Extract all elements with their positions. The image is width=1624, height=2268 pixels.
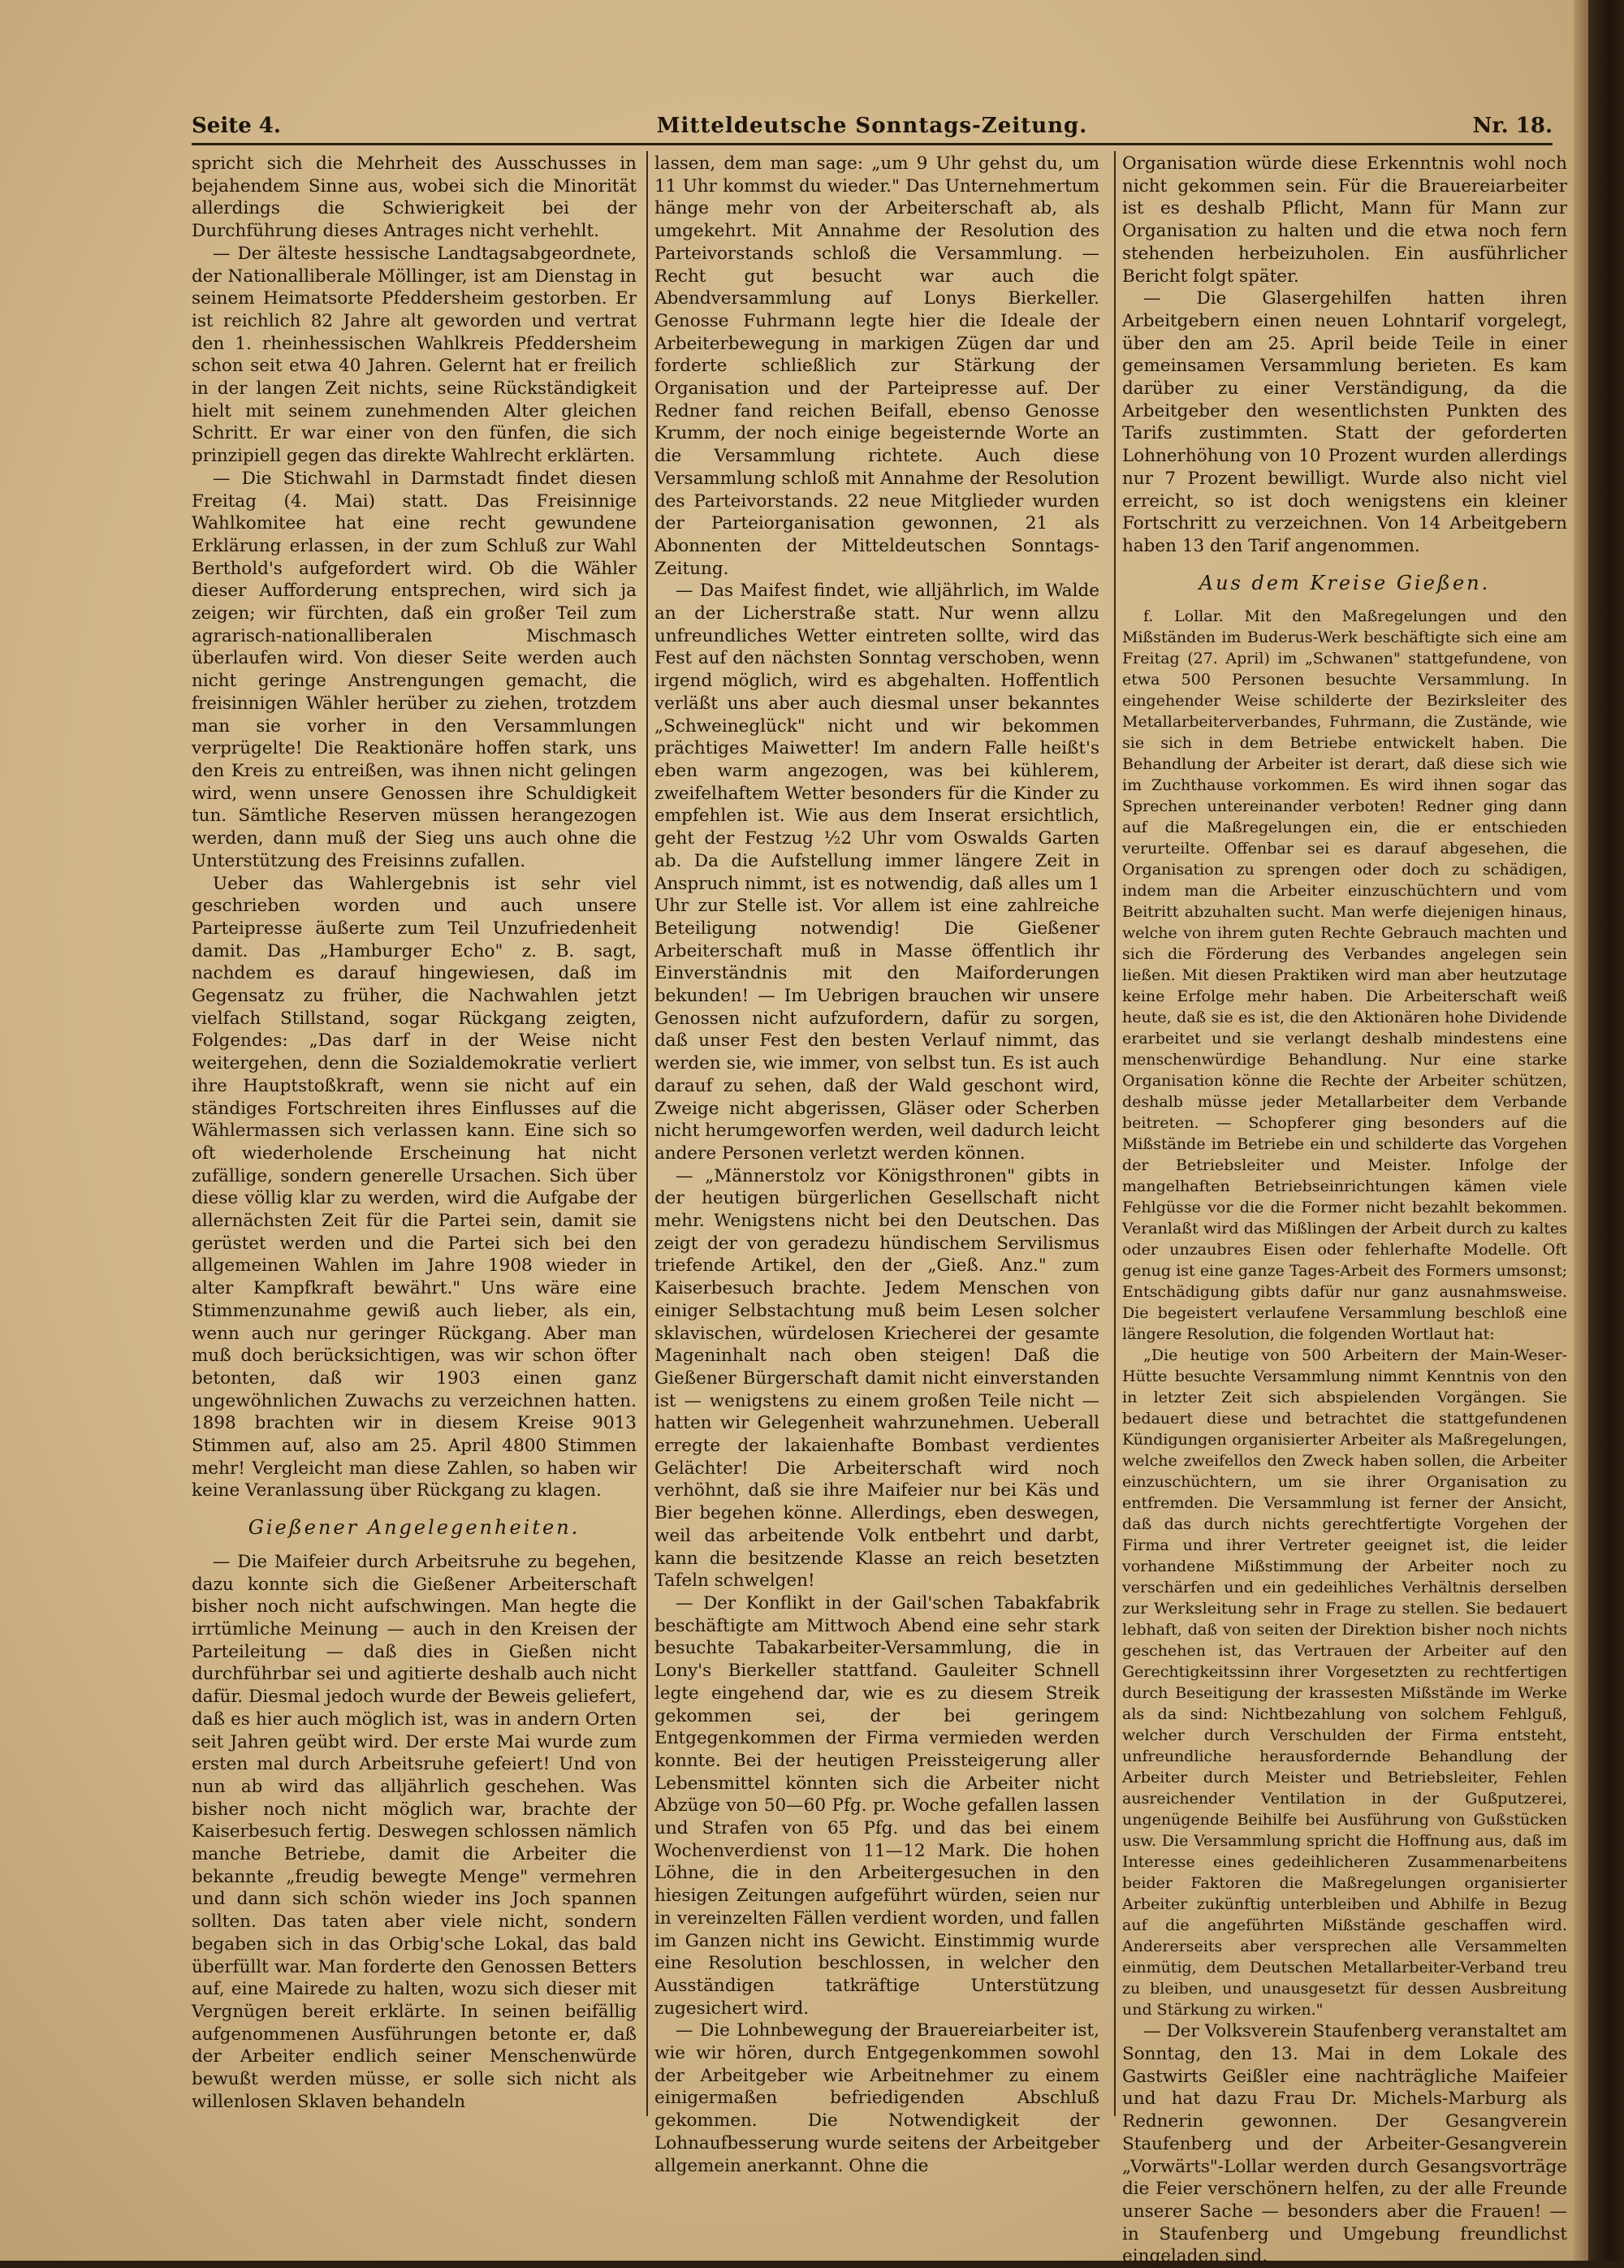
article-paragraph: — Der Volksverein Staufenberg veranstaltet am Sonntag, den 13. Mai in dem Lokale des Gastwirts Geißler eine nachträgliche Maifeier und hat dazu Frau Dr. Michels-Marburg als Rednerin gewonnen. Der Gesangverein Staufenberg und der Arbeiter-Gesangverein „Vorwärts"-Lollar werden durch Gesangsvorträge die Feier verschönern helfen, zu der alle Freunde unserer Sache — besonders aber die Frauen! — in Staufenberg und Umgebung freundlichst eingeladen sind. bbox=[1122, 2021, 1567, 2267]
page-number: Seite 4. bbox=[192, 114, 281, 138]
page-edge bbox=[1574, 0, 1588, 2261]
article-paragraph: f. Lollar. Mit den Maßregelungen und den Mißständen im Buderus-Werk beschäftigte sich eine am Freitag (27. April) im „Schwanen" stattgefundene, von etwa 500 Personen besuchte Versammlung. In eingehender Weise schilderte der Bezirksleiter des Metallarbeiterverbandes, Fuhrmann, die Zustände, wie sie sich in dem Betriebe entwickelt haben. Die Behandlung der Arbeiter ist derart, daß diese sich wie im Zuchthause vorkommen. Es wird ihnen sogar das Sprechen untereinander verboten! Redner ging dann auf die Maßregelungen ein, die er entschieden verurteilte. Offenbar sei es darauf abgesehen, die Organisation zu sprengen oder doch zu schädigen, indem man die Arbeiter einzuschüchtern und vom Beitritt abzuhalten sucht. Man werfe diejenigen hinaus, welche von ihrem guten Rechte Gebrauch machten und sich die Förderung des Verbandes angelegen sein ließen. Mit diesen Praktiken wird man aber heutzutage keine Erfolge mehr haben. Die Arbeiterschaft weiß heute, daß sie es ist, die den Aktionären hohe Dividende erarbeitet und sie verlangt deshalb mindestens eine menschenwürdige Behandlung. Nur eine starke Organisation könne die Rechte der Arbeiter schützen, deshalb müsse jeder Metallarbeiter dem Verbande beitreten. — Schopferer ging besonders auf die Mißstände im Betriebe ein und schilderte das Vorgehen der Betriebsleiter und Meister. Infolge der mangelhaften Betriebseinrichtungen kämen viele Fehlgüsse vor die die Former nicht bezahlt bekommen. Veranlaßt wird das Mißlingen der Arbeit durch zu kaltes oder unzaubres Eisen oder fehlerhafte Modelle. Oft genug ist eine ganze Tages-Arbeit des Formers umsonst; Entschädigung gibts dafür nur ganz ausnahmsweise. Die begeistert verlaufene Versammlung beschloß eine längere Resolution, die folgenden Wortlaut hat: bbox=[1122, 607, 1567, 1344]
article-paragraph: lassen, dem man sage: „um 9 Uhr gehst du, um 11 Uhr kommst du wieder." Das Unternehmertum hänge mehr von der Arbeiterschaft ab, als umgekehrt. Mit Annahme der Resolution des Parteivorstands schloß die Versammlung. — Recht gut besucht war auch die Abendversammlung auf Lonys Bierkeller. Genosse Fuhrmann legte hier die Ideale der Arbeiterbewegung in markigen Zügen dar und forderte schließlich zur Stärkung der Organisation und der Parteipresse auf. Der Redner fand reichen Beifall, ebenso Genosse Krumm, der noch einige begeisternde Worte an die Versammlung richtete. Auch diese Versammlung schloß mit Annahme der Resolution des Parteivorstands. 22 neue Mitglieder wurden der Parteiorganisation gewonnen, 21 als Abonnenten der Mitteldeutschen Sonntags-Zeitung. bbox=[654, 153, 1099, 579]
section-heading: Gießener Angelegenheiten. bbox=[248, 1516, 581, 1540]
column-2 bbox=[654, 153, 1099, 2176]
article-paragraph: Ueber das Wahlergebnis ist sehr viel geschrieben worden und auch unsere Parteipresse äußerte zum Teil Unzufriedenheit damit. Das „Hamburger Echo" z. B. sagt, nachdem es darauf hingewiesen, daß im Gegensatz zu früher, die Nachwahlen jetzt vielfach Stillstand, sogar Rückgang zeigten, Folgendes: „Das darf in der Weise nicht weitergehen, denn die Sozialdemokratie verliert ihre Hauptstoßkraft, wenn sie nicht auf ein ständiges Fortschreiten ihres Einflusses auf die Wählermassen sich verlassen kann. Eine sich so oft wiederholende Erscheinung hat nicht zufällige, sondern generelle Ursachen. Sich über diese völlig klar zu werden, wird die Aufgabe der allernächsten Zeit für die Partei sein, damit sie gerüstet werden und die Partei sich bei den allgemeinen Wahlen im Jahre 1908 wieder in alter Kampfkraft bewährt." Uns wäre eine Stimmenzunahme gewiß auch lieber, als ein, wenn auch nur geringer Rückgang. Aber man muß doch berücksichtigen, was wir schon öfter betonten, daß wir 1903 einen ganz ungewöhnlichen Zuwachs zu verzeichnen hatten. 1898 brachten wir in diesem Kreise 9013 Stimmen auf, also am 25. April 4800 Stimmen mehr! Vergleicht man diese Zahlen, so haben wir keine Veranlassung über Rückgang zu klagen. bbox=[192, 873, 637, 1501]
article-paragraph: Organisation würde diese Erkenntnis wohl noch nicht gekommen sein. Für die Brauereiarbeiter ist es deshalb Pflicht, Mann für Mann zur Organisation zu halten und die etwa noch fern stehenden herbeizuholen. Ein ausführlicher Bericht folgt später. bbox=[1122, 153, 1567, 287]
article-paragraph: — Der älteste hessische Landtagsabgeordnete, der Nationalliberale Möllinger, ist am Dienstag in seinem Heimatsorte Pfeddersheim gestorben. Er ist reichlich 82 Jahre alt geworden und vertrat den 1. rheinhessischen Wahlkreis Pfeddersheim schon seit etwa 40 Jahren. Gelernt hat er freilich in der langen Zeit nichts, seine Rückständigkeit hielt mit seinem zunehmenden Alter gleichen Schritt. Er war einer von den fünfen, die sich prinzipiell gegen das direkte Wahlrecht erklärten. bbox=[192, 243, 637, 467]
article-paragraph: — Das Maifest findet, wie alljährlich, im Walde an der Licherstraße statt. Nur wenn allzu unfreundliches Wetter eintreten sollte, wird das Fest auf den nächsten Sonntag verschoben, wenn irgend möglich, wird es abgehalten. Hoffentlich verläßt uns aber auch diesmal unser bekanntes „Schweineglück" nicht und wir bekommen prächtiges Maiwetter! Im andern Falle heißt's eben warm angezogen, was bei kühlerem, zweifelhaftem Wetter besonders für die Kinder zu empfehlen ist. Wie aus dem Inserat ersichtlich, geht der Festzug ½2 Uhr vom Oswalds Garten ab. Da die Aufstellung immer längere Zeit in Anspruch nimmt, ist es notwendig, daß alles um 1 Uhr zur Stelle ist. Vor allem ist eine zahlreiche Beteiligung notwendig! Die Gießener Arbeiterschaft muß in Masse öffentlich ihr Einverständnis mit den Maiforderungen bekunden! — Im Uebrigen brauchen wir unsere Genossen nicht aufzufordern, dafür zu sorgen, daß unser Fest den besten Verlauf nimmt, das werden sie, wie immer, von selbst tun. Es ist auch darauf zu sehen, daß der Wald geschont wird, Zweige nicht abgerissen, Gläser oder Scherben nicht herumgeworfen werden, weil dadurch leicht andere Personen verletzt werden können. bbox=[654, 581, 1099, 1164]
book-binding bbox=[1588, 0, 1624, 2261]
newspaper-title: Mitteldeutsche Sonntags-Zeitung. bbox=[656, 114, 1088, 138]
column-3 bbox=[1122, 153, 1567, 2267]
header-rule bbox=[192, 143, 1553, 145]
column-1 bbox=[192, 153, 637, 2118]
section-heading: Aus dem Kreise Gießen. bbox=[1199, 571, 1491, 594]
article-paragraph: — Die Stichwahl in Darmstadt findet diesen Freitag (4. Mai) statt. Das Freisinnige Wahlkomitee hat eine recht gewundene Erklärung erlassen, in der zum Schluß zur Wahl Berthold's aufgefordert wird. Ob die Wähler dieser Aufforderung entsprechen, wird sich ja zeigen; wir fürchten, daß ein großer Teil zum agrarisch-nationalliberalen Mischmasch überlaufen wird. Von dieser Seite werden auch nicht geringe Anstrengungen gemacht, die freisinnigen Wähler herüber zu ziehen, trotzdem man sie vorher in den Versammlungen verprügelte! Die Reaktionäre hoffen stark, uns den Kreis zu entreißen, was ihnen nicht gelingen wird, wenn unsere Genossen ihre Schuldigkeit tun. Sämtliche Reserven müssen herangezogen werden, dann muß der Sieg uns auch ohne die Unterstützung des Freisinns zufallen. bbox=[192, 468, 637, 871]
page-header bbox=[192, 114, 1553, 146]
article-paragraph: — Die Maifeier durch Arbeitsruhe zu begehen, dazu konnte sich die Gießener Arbeiterschaft bisher noch nicht aufschwingen. Man hegte die irrtümliche Meinung — auch in den Kreisen der Parteileitung — daß dies in Gießen nicht durchführbar sei und agitierte deshalb auch nicht dafür. Diesmal jedoch wurde der Beweis geliefert, daß es hier auch möglich ist, was in andern Orten seit Jahren geübt wird. Der erste Mai wurde zum ersten mal durch Arbeitsruhe gefeiert! Und von nun ab wird das alljährlich geschehen. Was bisher noch nicht möglich war, brachte der Kaiserbesuch fertig. Deswegen schlossen nämlich manche Betriebe, damit die Arbeiter die bekannte „freudig bewegte Menge" vermehren und dann sich schön wieder ins Joch spannen sollten. Das taten aber viele nicht, sondern begaben sich in das Orbig'sche Lokal, das bald überfüllt war. Man forderte den Genossen Betters auf, eine Mairede zu halten, wozu sich dieser mit Vergnügen bereit erklärte. In seinen beifällig aufgenommenen Ausführungen betonte er, daß der Arbeiter endlich seiner Menschenwürde bewußt werden müsse, er solle sich nicht als willenlosen Sklaven behandeln bbox=[192, 1551, 637, 2112]
article-paragraph: spricht sich die Mehrheit des Ausschusses in bejahendem Sinne aus, wobei sich die Minorität allerdings die Schwierigkeit bei der Durchführung dieses Antrages nicht verhehlt. bbox=[192, 153, 637, 242]
resolution-text: „Die heutige von 500 Arbeitern der Main-Weser-Hütte besuchte Versammlung nimmt Kenntnis von den in letzter Zeit sich abspielenden Vorgängen. Sie bedauert diese und betrachtet die stattgefundenen Kündigungen organisierter Arbeiter als Maßregelungen, welche zweifellos den Zweck haben sollen, die Arbeiter einzuschüchtern, um sie ihrer Organisation zu entfremden. Die Versammlung ist ferner der Ansicht, daß das durch nichts gerechtfertigte Vorgehen der Firma und ihrer Vertreter geeignet ist, die leider vorhandene Mißstimmung der Arbeiter noch zu verschärfen und ein gedeihliches Verhältnis derselben zur Werksleitung sehr in Frage zu stellen. Sie bedauert lebhaft, daß von seiten der Direktion bisher noch nichts geschehen ist, das Vertrauen der Arbeiter auf den Gerechtigkeitssinn ihrer Vorgesetzten zu rechtfertigen durch Beseitigung der krassesten Mißstände im Werke als da sind: Nichtbezahlung von solchem Fehlguß, welcher durch Verschulden der Firma entsteht, unfreundliche herausfordernde Behandlung der Arbeiter durch Meister und Betriebsleiter, Fehlen ausreichender Ventilation in der Gußputzerei, ungenügende Beihilfe bei Ausführung von Gußstücken usw. Die Versammlung spricht die Hoffnung aus, daß im Interesse eines gedeihlicheren Zusammenarbeitens beider Faktoren die Maßregelungen organisierter Arbeiter zukünftig unterbleiben und Abhilfe in Bezug auf die angeführten Mißstände geschaffen wird. Andererseits aber versprechen alle Versammelten einmütig, dem Deutschen Metallarbeiter-Verband treu zu bleiben, und unausgesetzt für dessen Ausbreitung und Stärkung zu wirken." bbox=[1122, 1346, 1567, 2020]
article-paragraph: — „Männerstolz vor Königsthronen" gibts in der heutigen bürgerlichen Gesellschaft nicht mehr. Wenigstens nicht bei den Deutschen. Das zeigt der von geradezu hündischem Servilismus triefende Artikel, den der „Gieß. Anz." zum Kaiserbesuch brachte. Jedem Menschen von einiger Selbstachtung muß beim Lesen solcher sklavischen, würdelosen Kriecherei der gesamte Mageninhalt nach oben steigen! Daß die Gießener Bürgerschaft damit nicht einverstanden ist — wenigstens zu einem großen Teile nicht — hatten wir Gelegenheit wahrzunehmen. Ueberall erregte der lakaienhafte Bombast verdientes Gelächter! Die Arbeiterschaft wird noch verhöhnt, daß sie ihre Maifeier nur bei Käs und Bier begehen könne. Allerdings, eben deswegen, weil das arbeitende Volk entbehrt und darbt, kann die besitzende Klasse an reich besetzten Tafeln schwelgen! bbox=[654, 1165, 1099, 1592]
column-divider bbox=[1114, 151, 1116, 2116]
article-paragraph: — Die Lohnbewegung der Brauereiarbeiter ist, wie wir hören, durch Entgegenkommen sowohl der Arbeitgeber wie Arbeitnehmer zu einem einigermaßen befriedigenden Abschluß gekommen. Die Notwendigkeit der Lohnaufbesserung wurde seitens der Arbeitgeber allgemein anerkannt. Ohne die bbox=[654, 2020, 1099, 2176]
issue-number: Nr. 18. bbox=[1472, 114, 1553, 138]
article-paragraph: — Der Konflikt in der Gail'schen Tabakfabrik beschäftigte am Mittwoch Abend eine sehr stark besuchte Tabakarbeiter-Versammlung, die in Lony's Bierkeller stattfand. Gauleiter Schnell legte eingehend dar, wie es zu diesem Streik gekommen sei, der bei geringem Entgegenkommen der Firma vermieden werden konnte. Bei der heutigen Preissteigerung aller Lebensmittel könnten sich die Arbeiter nicht Abzüge von 50—60 Pfg. pr. Woche gefallen lassen und Strafen von 65 Pfg. und das bei einem Wochenverdienst von 11—12 Mark. Die hohen Löhne, die in den Arbeitergesuchen in den hiesigen Zeitungen aufgeführt würden, seien nur in vereinzelten Fällen verdient worden, und fallen im Ganzen nicht ins Gewicht. Einstimmig wurde eine Resolution beschlossen, in welcher den Ausständigen tatkräftige Unterstützung zugesichert wird. bbox=[654, 1593, 1099, 2019]
column-divider bbox=[646, 151, 648, 2116]
article-paragraph: — Die Glasergehilfen hatten ihren Arbeitgebern einen neuen Lohntarif vorgelegt, über den am 25. April beide Teile in einer gemeinsamen Versammlung berieten. Es kam darüber zu einer Verständigung, da die Arbeitgeber den wesentlichsten Punkten des Tarifs zustimmten. Statt der geforderten Lohnerhöhung von 10 Prozent wurden allerdings nur 7 Prozent bewilligt. Wurde also nicht viel erreicht, so ist doch wenigstens ein kleiner Fortschritt zu verzeichnen. Von 14 Arbeitgebern haben 13 den Tarif angenommen. bbox=[1122, 288, 1567, 556]
